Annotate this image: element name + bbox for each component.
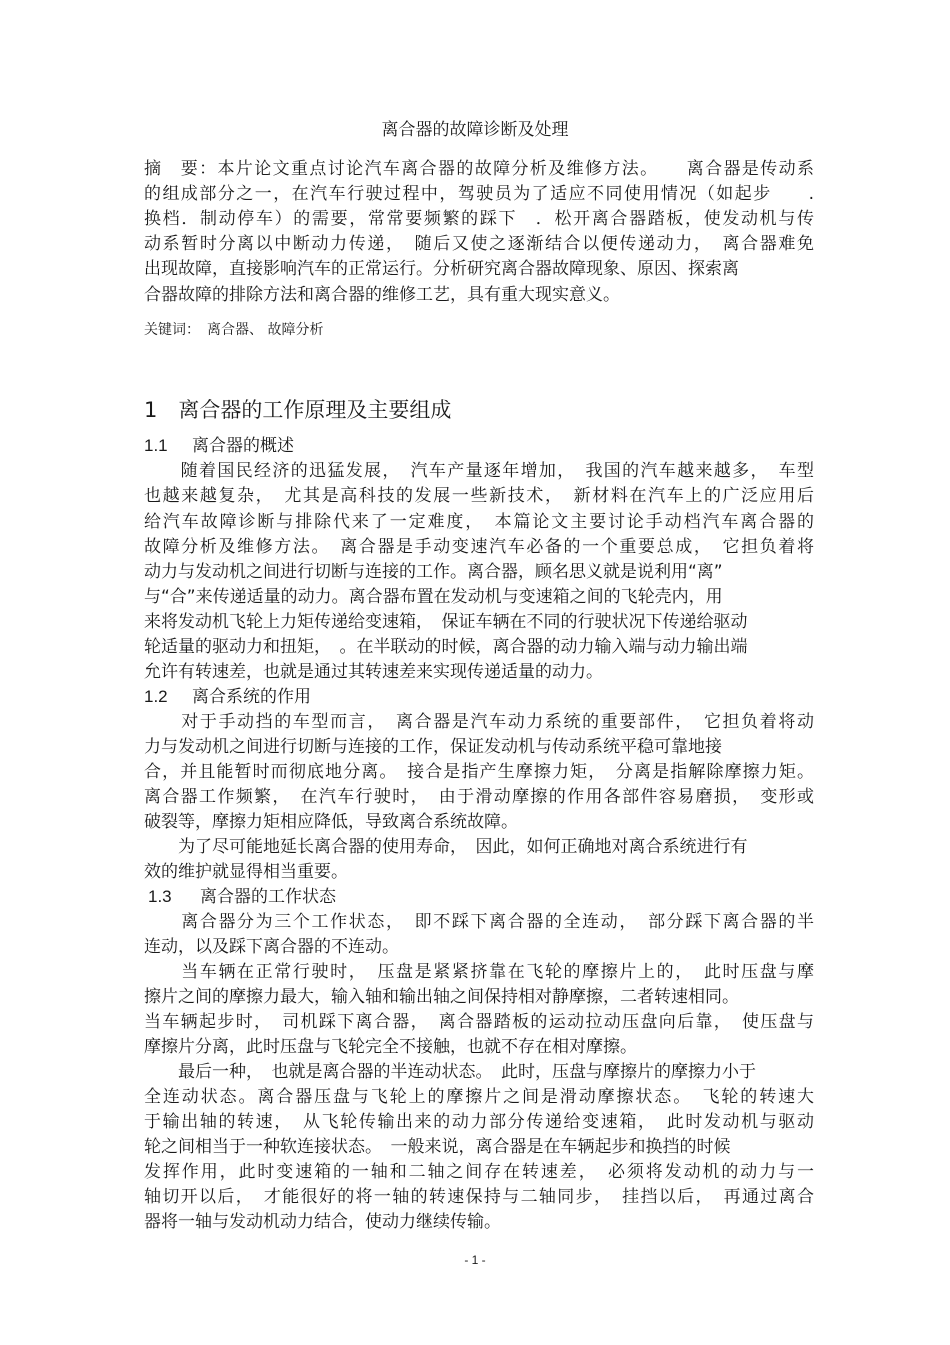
text-line: 连动，以及踩下离合器的不连动。 [144,937,399,957]
text-line: 离合器分为三个工作状态， 即不踩下离合器的全连动， 部分踩下离合器的半 [144,912,814,932]
text-line: 动力与发动机之间进行切断与连接的工作。离合器，顾名思义就是说利用“离” [144,562,723,582]
subsection-heading [148,886,336,908]
text-line: 最后一种， 也就是离合器的半连动状态。 此时，压盘与摩擦片的摩擦力小于 [144,1062,756,1082]
abstract-line: 的组成部分之一，在汽车行驶过程中，驾驶员为了适应不同使用情况（如起步 . [144,184,814,204]
page-number: - 1 - [464,1253,486,1267]
text-line: 合，并且能暂时而彻底地分离。 接合是指产生摩擦力矩， 分离是指解除摩擦力矩。 [144,762,814,782]
subsection-number: 1.1 [144,436,168,455]
subsection-title: 离合器的工作状态 [200,887,336,907]
text-line: 轮适量的驱动力和扭矩， 。在半联动的时候，离合器的动力输入端与动力输出端 [144,637,748,657]
subsection-heading [144,435,294,457]
text-line: 发挥作用，此时变速箱的一轴和二轴之间存在转速差， 必须将发动机的动力与一 [144,1162,814,1182]
text-line: 给汽车故障诊断与排除代来了一定难度， 本篇论文主要讨论手动档汽车离合器的 [144,512,814,532]
text-line: 力与发动机之间进行切断与连接的工作，保证发动机与传动系统平稳可靠地接 [144,737,722,757]
text-line: 破裂等，摩擦力矩相应降低，导致离合系统故障。 [144,812,518,832]
subsection-number: 1.2 [144,687,168,706]
subsection-number: 1.3 [148,887,172,906]
section-heading: 1 离合器的工作原理及主要组成 [144,398,452,422]
text-line: 摩擦片分离，此时压盘与飞轮完全不接触，也就不存在相对摩擦。 [144,1037,637,1057]
document-title: 离合器的故障诊断及处理 [381,120,569,140]
keywords: 关键词： 离合器、 故障分析 [144,322,324,338]
text-line: 器将一轴与发动机动力结合，使动力继续传输。 [144,1212,501,1232]
text-line: 轮之间相当于一种软连接状态。 一般来说，离合器是在车辆起步和换挡的时候 [144,1137,731,1157]
text-line: 于输出轴的转速， 从飞轮传输出来的动力部分传递给变速箱， 此时发动机与驱动 [144,1112,814,1132]
text-line: 当车辆起步时， 司机踩下离合器， 离合器踏板的运动拉动压盘向后靠， 使压盘与 [144,1012,814,1032]
text-line: 轴切开以后， 才能很好的将一轴的转速保持与二轴同步， 挂挡以后， 再通过离合 [144,1187,814,1207]
text-line: 与“合”来传递适量的动力。离合器布置在发动机与变速箱之间的飞轮壳内，用 [144,587,723,607]
subsection-title: 离合系统的作用 [192,687,311,707]
subsection-title: 离合器的概述 [192,436,294,456]
text-line: 为了尽可能地延长离合器的使用寿命， 因此，如何正确地对离合系统进行有 [144,837,748,857]
text-line: 随着国民经济的迅猛发展， 汽车产量逐年增加， 我国的汽车越来越多， 车型 [144,461,814,481]
abstract-line: 合器故障的排除方法和离合器的维修工艺，具有重大现实意义。 [144,285,620,305]
text-line: 效的维护就显得相当重要。 [144,862,348,882]
subsection-heading [144,686,311,708]
text-line: 当车辆在正常行驶时， 压盘是紧紧挤靠在飞轮的摩擦片上的， 此时压盘与摩 [144,962,814,982]
text-line: 对于手动挡的车型而言， 离合器是汽车动力系统的重要部件， 它担负着将动 [144,712,814,732]
text-line: 来将发动机飞轮上力矩传递给变速箱， 保证车辆在不同的行驶状况下传递给驱动 [144,612,748,632]
text-line: 全连动状态。离合器压盘与飞轮上的摩擦片之间是滑动摩擦状态。 飞轮的转速大 [144,1087,814,1107]
text-line: 也越来越复杂， 尤其是高科技的发展一些新技术， 新材料在汽车上的广泛应用后 [144,486,814,506]
abstract-line: 动系暂时分离以中断动力传递， 随后又使之逐渐结合以便传递动力， 离合器难免 [144,234,814,254]
text-line: 故障分析及维修方法。 离合器是手动变速汽车必备的一个重要总成， 它担负着将 [144,537,814,557]
text-line: 擦片之间的摩擦力最大，输入轴和输出轴之间保持相对静摩擦，二者转速相同。 [144,987,739,1007]
abstract-line: 出现故障，直接影响汽车的正常运行。分析研究离合器故障现象、原因、探索离 [144,259,739,279]
text-line: 离合器工作频繁， 在汽车行驶时， 由于滑动摩擦的作用各部件容易磨损， 变形或 [144,787,814,807]
abstract-line: 摘 要：本片论文重点讨论汽车离合器的故障分析及维修方法。 离合器是传动系 [144,159,814,179]
text-line: 允许有转速差，也就是通过其转速差来实现传递适量的动力。 [144,662,603,682]
abstract-line: 换档．制动停车）的需要，常常要频繁的踩下 ．松开离合器踏板，使发动机与传 [144,209,814,229]
